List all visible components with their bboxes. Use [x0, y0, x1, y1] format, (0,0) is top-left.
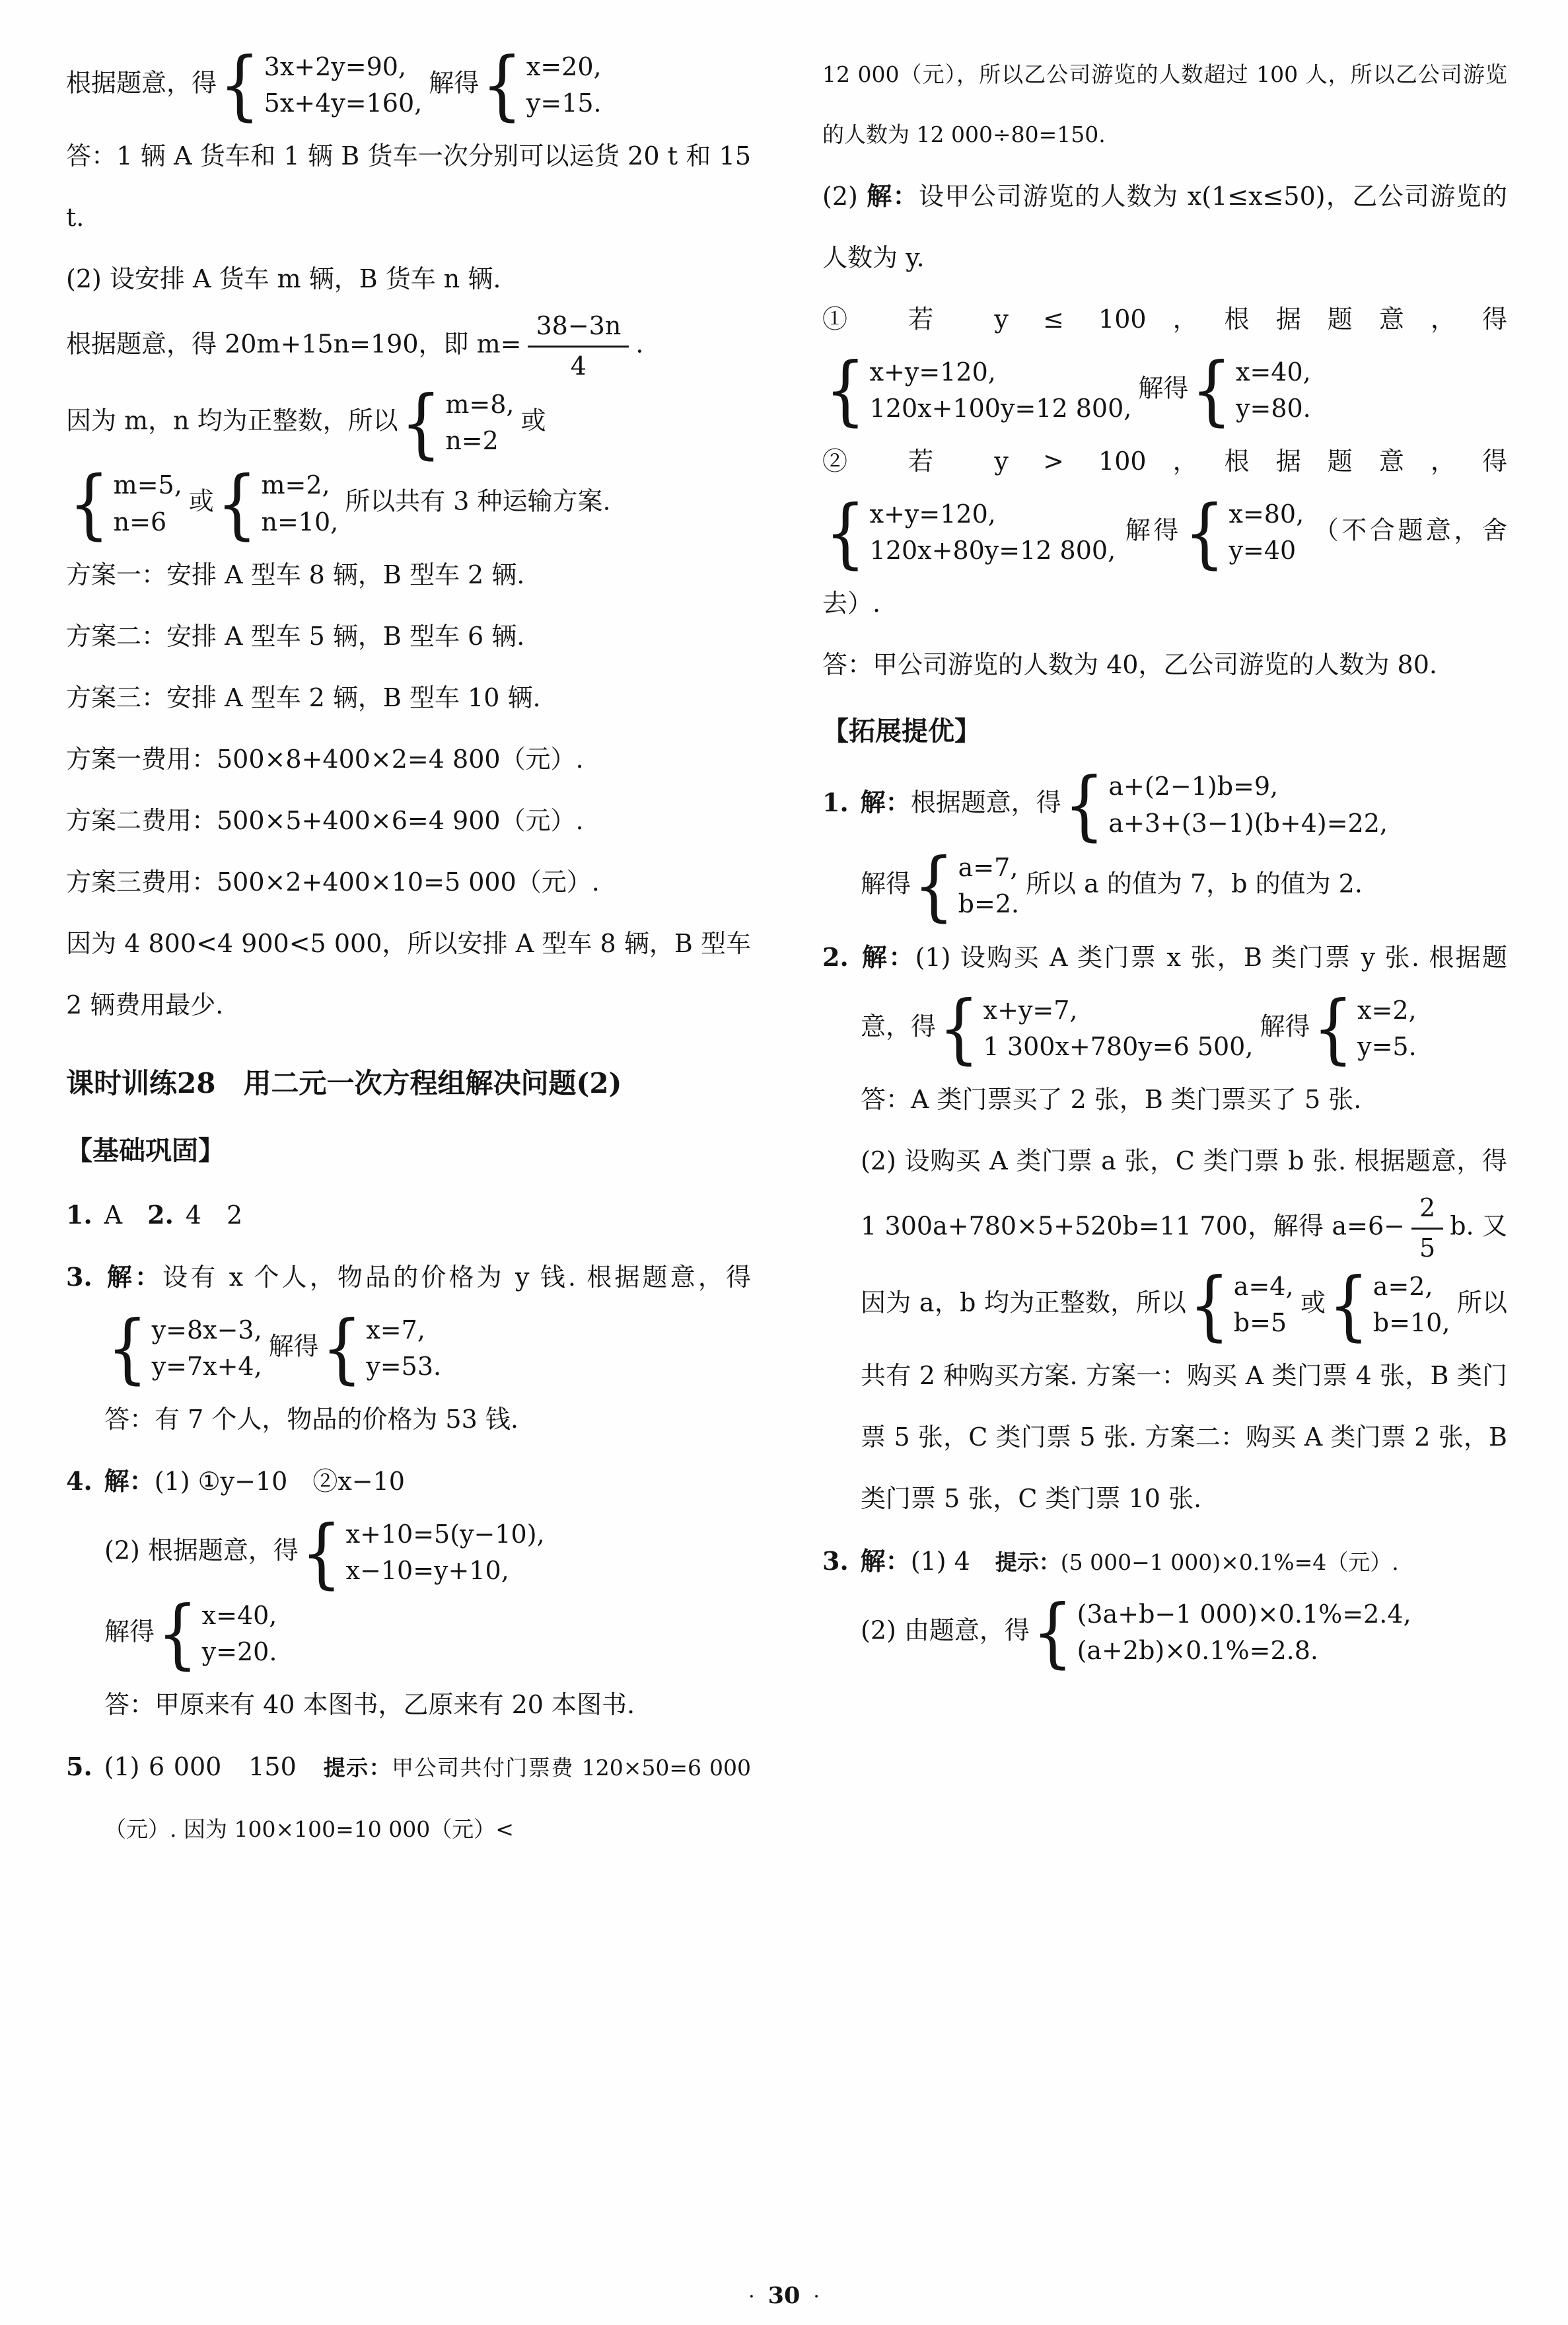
- text-run: 解得: [1138, 373, 1189, 403]
- equation-system: [481, 49, 601, 122]
- lesson-title: 课时训练28 用二元一次方程组解决问题(2): [66, 1067, 622, 1100]
- hint-continuation: 12 000（元），所以乙公司游览的人数超过 100 人，所以乙公司游览的人数为 12 000÷80=150.: [822, 61, 1507, 147]
- hint-text: (5 000−1 000)×0.1%=4（元）.: [1060, 1549, 1399, 1575]
- conclusion-line: 因为 4 800<4 900<5 000，所以安排 A 型车 8 辆，B 型车 2 辆费用最少.: [66, 929, 751, 1020]
- equation-line: { m=5,: [113, 470, 182, 500]
- equation-rows: [1373, 1269, 1450, 1341]
- equation-rows: [1229, 496, 1304, 569]
- fraction: [1411, 1192, 1443, 1265]
- text-run: (2) 由题意，得: [861, 1615, 1030, 1645]
- solution-paragraph: [66, 1246, 751, 1389]
- equation-system: [825, 354, 1131, 427]
- equation-system: [301, 1516, 545, 1589]
- solve-label: 解：: [860, 788, 911, 818]
- solution-step: [104, 1594, 751, 1674]
- problem-item: [66, 1184, 751, 1246]
- hint-text: 甲公司共付门票费 120×50=6 000（元）. 因为 100×100=10 000（元）<: [104, 1754, 751, 1842]
- text-run: 解得: [1260, 1012, 1310, 1041]
- text-run: 所以共有 2 种购买方案. 方案一：购买 A 类门票 4 张，B 类门票 5 张，C 类门票 5 张. 方案二：购买 A 类门票 2 张，B 类门票 5 张，C 类门票 10 张.: [861, 1288, 1507, 1514]
- solve-label: 解：: [104, 1466, 155, 1496]
- text-run: 因为 m，n 均为正整数，所以: [66, 406, 398, 435]
- text-run: 设有 x 个人，物品的价格为 y 钱. 根据题意，得: [162, 1262, 751, 1292]
- text-run: (2) 设购买 A 类门票 a 张，C 类门票 b 张. 根据题意，得 1 300a+780×5+520b=11 700，解得 a=6−: [861, 1146, 1507, 1241]
- problem-number: 2.: [147, 1199, 174, 1230]
- text-run: b. 又因为 a，b 均为正整数，所以: [861, 1211, 1508, 1317]
- equation-line: y=5.: [1357, 1032, 1417, 1061]
- equation-system: [1189, 1269, 1293, 1341]
- equation-system: [107, 1312, 262, 1385]
- equation-rows: [1236, 354, 1311, 427]
- problem-number: 4.: [66, 1466, 92, 1496]
- equation-line: y=15.: [526, 89, 602, 118]
- equation-line: b=5: [1233, 1308, 1287, 1338]
- equation-rows: [983, 992, 1254, 1065]
- fraction-numerator: 38−3n: [528, 310, 629, 347]
- equation-line: 120x+100y=12 800,: [869, 393, 1132, 423]
- left-column: [66, 45, 751, 1859]
- solution-step: [66, 45, 751, 126]
- equation-rows: [1077, 1596, 1411, 1669]
- text-run: (2): [822, 181, 867, 211]
- text-run: 根据题意，得 20m+15n=190，即 m=: [66, 329, 522, 359]
- equation-line: { y=8x−3,: [151, 1315, 262, 1345]
- equation-system: [69, 467, 182, 540]
- equation-system: [401, 387, 515, 459]
- solution-paragraph: [822, 926, 1507, 1069]
- equation-line: { a=2,: [1372, 1272, 1433, 1302]
- answer-line: 答：甲公司游览的人数为 40，乙公司游览的人数为 80.: [822, 650, 1437, 680]
- footer-dot: ·: [813, 2285, 820, 2308]
- equation-line: { 3x+2y=90,: [264, 52, 407, 81]
- equation-line: { (3a+b−1 000)×0.1%=2.4,: [1077, 1599, 1411, 1629]
- equation-line: b=2.: [958, 889, 1020, 918]
- answer-line: 答：A 类门票买了 2 张，B 类门票买了 5 张.: [861, 1085, 1362, 1115]
- equation-rows: [202, 1598, 277, 1670]
- equation-system: [157, 1598, 277, 1670]
- text-run: 解得: [268, 1331, 319, 1361]
- equation-line: y=20.: [201, 1637, 277, 1666]
- answer-value: A: [104, 1200, 123, 1230]
- answer-value: (1) 4: [910, 1546, 995, 1576]
- equation-rows: [1357, 992, 1417, 1065]
- text-run: 设甲公司游览的人数为 x(1≤x≤50)，乙公司游览的人数为 y.: [822, 181, 1507, 272]
- equation-rows: [152, 1312, 262, 1385]
- page-footer: [0, 2282, 1568, 2309]
- answer-value: 4 2: [185, 1200, 243, 1230]
- problem-item: [822, 926, 1507, 1530]
- equation-rows: [261, 467, 338, 540]
- plan-line: 方案一：安排 A 型车 8 辆，B 型车 2 辆.: [66, 560, 525, 589]
- plan-line: 方案三：安排 A 型车 2 辆，B 型车 10 辆.: [66, 683, 541, 712]
- equation-line: y=53.: [366, 1352, 442, 1382]
- equation-system: [219, 49, 422, 122]
- equation-line: { a=7,: [958, 852, 1018, 882]
- equation-rows: [870, 354, 1132, 427]
- answer-value: (1) 6 000 150: [104, 1752, 324, 1781]
- text-run: （不合题意，舍去）.: [822, 515, 1507, 618]
- equation-system: [217, 467, 338, 540]
- equation-line: { m=8,: [445, 390, 515, 420]
- text-run: .: [635, 329, 644, 359]
- problem-item: [66, 1246, 751, 1450]
- solution-step: [861, 846, 1507, 926]
- solve-label: 解：: [860, 1545, 911, 1576]
- solution-step: [66, 383, 751, 463]
- text-run: 或: [520, 406, 546, 435]
- hint-label: 提示：: [323, 1754, 392, 1781]
- equation-system: [939, 992, 1253, 1065]
- solve-label: 解：: [867, 180, 919, 211]
- problem-item: [66, 1736, 751, 1859]
- text-run: (1) 设购买 A 类门票 x 张，B 类门票 y 张. 根据题意，得: [861, 942, 1507, 1041]
- plan-line: 方案二：安排 A 型车 5 辆，B 型车 6 辆.: [66, 621, 525, 651]
- solution-paragraph: [66, 1450, 751, 1512]
- solution-paragraph: [822, 1530, 1507, 1592]
- equation-line: { a+(2−1)b=9,: [1108, 772, 1279, 801]
- text-run: 解得: [861, 869, 911, 899]
- solution-paragraph: [822, 165, 1507, 289]
- equation-line: 120x+80y=12 800,: [869, 536, 1116, 566]
- problem-item: [66, 1450, 751, 1736]
- problem-number: 3.: [822, 1545, 849, 1576]
- section-header-expand: 【拓展提优】: [822, 716, 981, 747]
- answer-line: 答：有 7 个人，物品的价格为 53 钱.: [104, 1405, 518, 1434]
- equation-line: { x=40,: [201, 1600, 277, 1630]
- problem-number: 3.: [66, 1261, 92, 1292]
- equation-line: { x=7,: [366, 1315, 425, 1345]
- equation-line: { x=80,: [1229, 499, 1304, 529]
- problem-item: [822, 1530, 1507, 1673]
- fraction-denominator: 4: [570, 351, 587, 381]
- solve-label: 解：: [104, 1261, 163, 1292]
- section-header-basic: 【基础巩固】: [66, 1134, 225, 1166]
- equation-system: [1032, 1596, 1411, 1669]
- answer-line: 答：1 辆 A 货车和 1 辆 B 货车一次分别可以运货 20 t 和 15 t.: [66, 141, 751, 233]
- text-run: 解得: [1122, 515, 1182, 545]
- case-line: ② 若 y > 100，根据题意，得: [822, 446, 1507, 476]
- equation-rows: [870, 496, 1116, 569]
- equation-line: y=7x+4,: [151, 1352, 262, 1382]
- solution-paragraph: [861, 1130, 1507, 1530]
- case-line: ① 若 y ≤ 100，根据题意，得: [822, 304, 1507, 334]
- equation-line: { a=4,: [1233, 1272, 1294, 1302]
- fraction: [528, 310, 629, 383]
- equation-rows: [445, 387, 514, 459]
- solution-step: [822, 492, 1507, 634]
- solution-step: [66, 310, 751, 383]
- text-run: 解得: [429, 68, 480, 98]
- solution-paragraph: [66, 1736, 751, 1859]
- equation-line: { x+y=7,: [983, 995, 1078, 1025]
- solution-step: [822, 350, 1507, 431]
- equation-rows: [264, 49, 423, 122]
- solution-step: [66, 463, 751, 544]
- equation-line: y=80.: [1236, 393, 1311, 423]
- equation-rows: [1108, 768, 1388, 841]
- equation-line: (a+2b)×0.1%=2.8.: [1077, 1635, 1318, 1665]
- right-column: [822, 45, 1507, 1859]
- equation-line: y=40: [1229, 536, 1297, 566]
- text-run: 或: [188, 487, 214, 517]
- equation-line: 5x+4y=160,: [264, 89, 423, 118]
- page-number: 30: [767, 2282, 801, 2309]
- equation-system: [1191, 354, 1310, 427]
- text-run: 或: [1300, 1288, 1326, 1317]
- equation-rows: [1234, 1269, 1294, 1341]
- short-answers-line: [66, 1184, 751, 1246]
- text-run: 根据题意，得: [910, 788, 1061, 818]
- answer-line: 答：甲原来有 40 本图书，乙原来有 20 本图书.: [104, 1689, 635, 1719]
- solution-step: [861, 1592, 1507, 1673]
- equation-line: b=10,: [1372, 1308, 1450, 1338]
- equation-line: n=6: [113, 507, 167, 536]
- equation-system: [913, 850, 1019, 922]
- equation-line: { x+10=5(y−10),: [345, 1520, 545, 1549]
- problem-item: [822, 764, 1507, 926]
- fraction-denominator: 5: [1419, 1233, 1436, 1263]
- equation-line: { x=2,: [1357, 995, 1417, 1025]
- cost-line: 方案二费用：500×5+400×6=4 900（元）.: [66, 806, 584, 835]
- text-run: 根据题意，得: [66, 68, 217, 98]
- solution-paragraph: [822, 764, 1507, 845]
- problem-number: 5.: [66, 1751, 92, 1781]
- cost-line: 方案一费用：500×8+400×2=4 800（元）.: [66, 744, 584, 774]
- fraction-numerator: 2: [1411, 1192, 1443, 1229]
- equation-system: [1328, 1269, 1450, 1341]
- solution-step: [104, 1512, 751, 1593]
- hint-label: 提示：: [995, 1549, 1061, 1575]
- solution-step: (2) 设安排 A 货车 m 辆，B 货车 n 辆.: [66, 264, 501, 294]
- equation-rows: [346, 1516, 545, 1589]
- text-run: (2) 根据题意，得: [104, 1535, 299, 1565]
- equation-rows: [526, 49, 602, 122]
- equation-line: { x=20,: [526, 52, 602, 81]
- equation-system: [825, 496, 1116, 569]
- text-run: 所以 a 的值为 7，b 的值为 2.: [1026, 869, 1363, 899]
- text-run: 所以共有 3 种运输方案.: [345, 487, 611, 517]
- equation-rows: [958, 850, 1019, 922]
- equation-line: 1 300x+780y=6 500,: [983, 1032, 1254, 1061]
- equation-rows: [114, 467, 182, 540]
- equation-system: [1312, 992, 1416, 1065]
- footer-dot: ·: [748, 2285, 755, 2308]
- equation-line: { x+y=120,: [869, 499, 996, 529]
- equation-system: [322, 1312, 441, 1385]
- solve-label: 解：: [860, 941, 915, 972]
- equation-system: [1184, 496, 1304, 569]
- problem-number: 1.: [822, 788, 849, 818]
- text-run: 解得: [104, 1617, 155, 1646]
- problem-number: 2.: [822, 941, 849, 972]
- problem-number: 1.: [66, 1199, 92, 1230]
- equation-line: x−10=y+10,: [345, 1556, 509, 1586]
- equation-system: [1064, 768, 1388, 841]
- equation-rows: [366, 1312, 441, 1385]
- text-run: (1) ①y−10 ②x−10: [154, 1467, 405, 1496]
- equation-line: { m=2,: [261, 470, 330, 500]
- equation-line: n=2: [445, 426, 499, 456]
- equation-line: n=10,: [261, 507, 339, 536]
- cost-line: 方案三费用：500×2+400×10=5 000（元）.: [66, 867, 600, 897]
- equation-line: { x+y=120,: [869, 357, 996, 387]
- equation-line: { x=40,: [1236, 357, 1311, 387]
- equation-line: a+3+(3−1)(b+4)=22,: [1108, 808, 1388, 838]
